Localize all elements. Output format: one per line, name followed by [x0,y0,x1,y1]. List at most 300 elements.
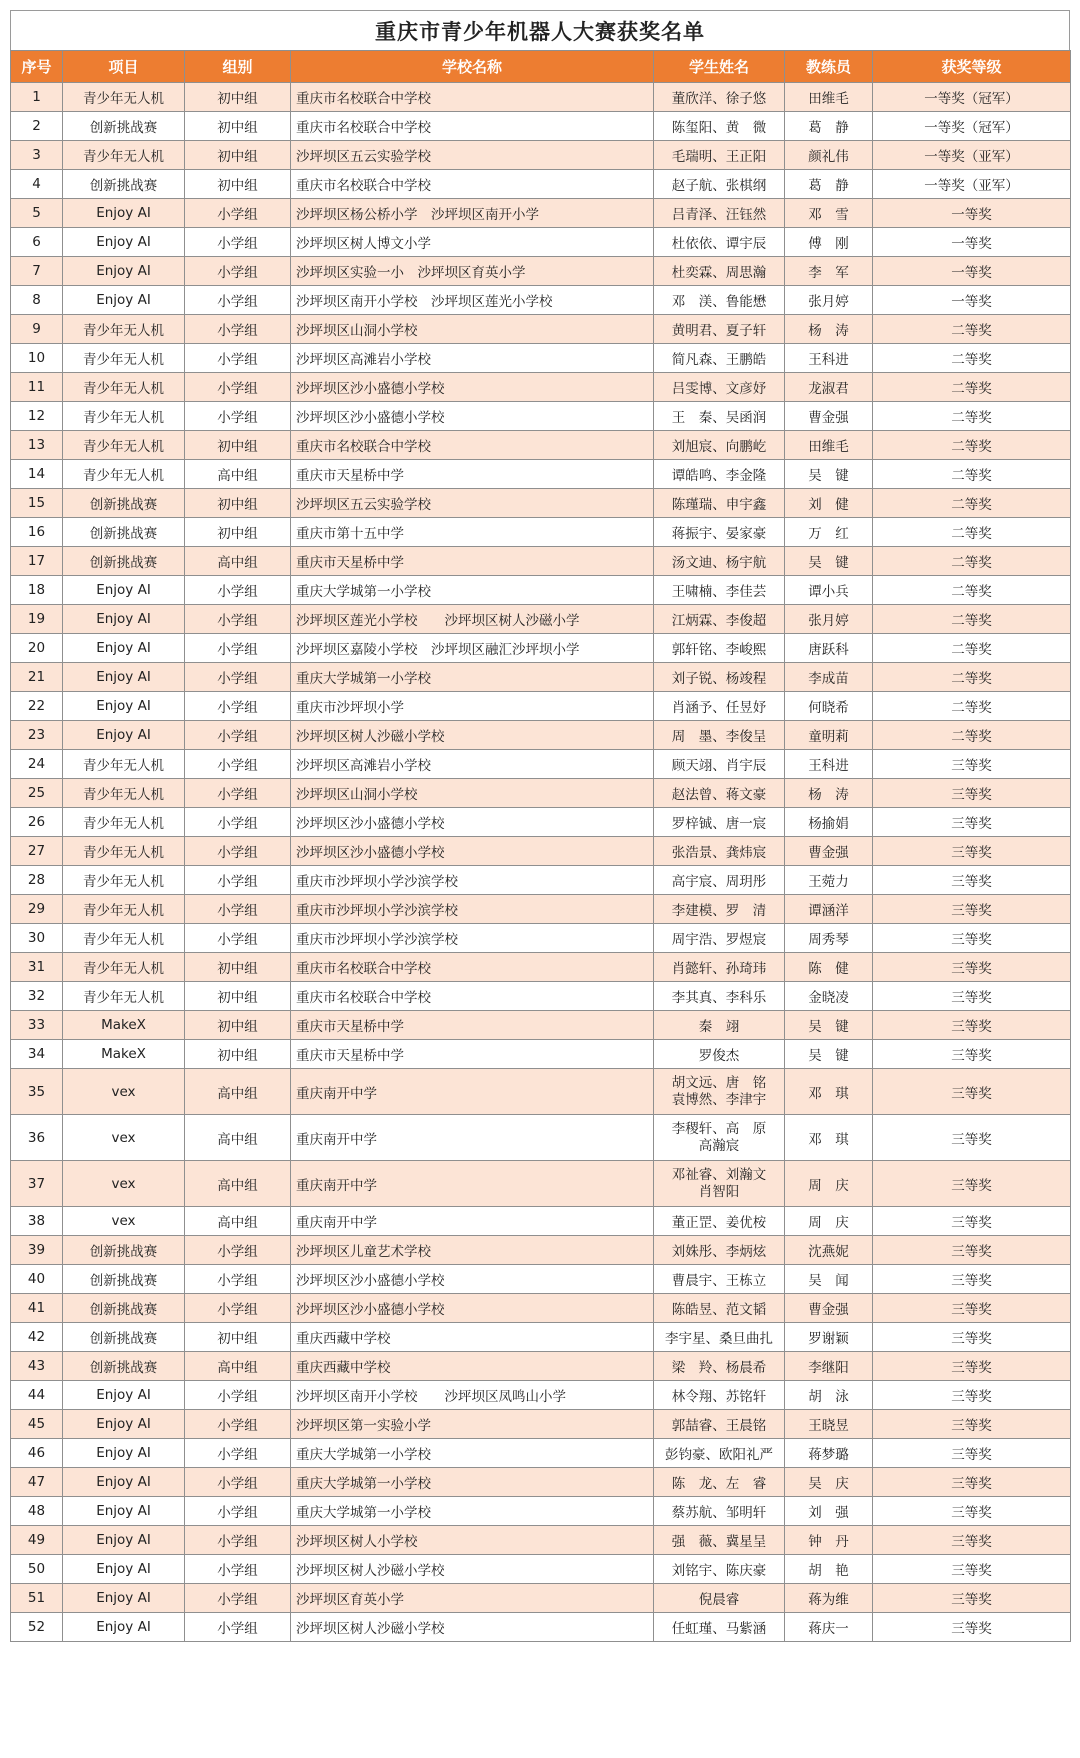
cell-school: 沙坪坝区育英小学 [291,1584,654,1613]
cell-coach: 杨 涛 [785,779,873,808]
cell-award: 三等奖 [873,837,1071,866]
cell-students: 蒋振宇、晏家豪 [654,518,785,547]
cell-no: 19 [11,605,63,634]
cell-school: 重庆大学城第一小学校 [291,1497,654,1526]
cell-coach: 王科进 [785,344,873,373]
cell-no: 31 [11,953,63,982]
cell-school: 沙坪坝区沙小盛德小学校 [291,1294,654,1323]
col-header-project: 项目 [63,51,185,83]
cell-school: 沙坪坝区五云实验学校 [291,489,654,518]
cell-project: 创新挑战赛 [63,518,185,547]
cell-project: 青少年无人机 [63,953,185,982]
cell-students: 李建模、罗 清 [654,895,785,924]
table-row [11,576,1071,605]
table-row [11,228,1071,257]
cell-school: 沙坪坝区杨公桥小学 沙坪坝区南开小学 [291,199,654,228]
cell-project: vex [63,1069,185,1115]
cell-students: 刘姝彤、李炳炫 [654,1236,785,1265]
table-row [11,1207,1071,1236]
cell-no: 4 [11,170,63,199]
cell-no: 23 [11,721,63,750]
cell-no: 40 [11,1265,63,1294]
cell-group: 初中组 [185,170,291,199]
cell-award: 一等奖（冠军） [873,83,1071,112]
cell-school: 重庆市名校联合中学校 [291,170,654,199]
cell-students: 董正罡、姜优桉 [654,1207,785,1236]
cell-award: 二等奖 [873,576,1071,605]
cell-school: 沙坪坝区第一实验小学 [291,1410,654,1439]
table-row [11,663,1071,692]
cell-award: 三等奖 [873,1069,1071,1115]
cell-students: 郭喆睿、王晨铭 [654,1410,785,1439]
cell-award: 三等奖 [873,1115,1071,1161]
cell-award: 三等奖 [873,779,1071,808]
cell-project: vex [63,1161,185,1207]
cell-coach: 胡 泳 [785,1381,873,1410]
cell-group: 小学组 [185,576,291,605]
cell-coach: 葛 静 [785,112,873,141]
title-bar [10,10,1070,50]
cell-school: 重庆市沙坪坝小学沙滨学校 [291,924,654,953]
cell-project: 创新挑战赛 [63,170,185,199]
cell-school: 重庆市天星桥中学 [291,1040,654,1069]
cell-project: Enjoy AI [63,286,185,315]
table-row [11,779,1071,808]
cell-group: 初中组 [185,141,291,170]
cell-award: 二等奖 [873,315,1071,344]
cell-coach: 龙淑君 [785,373,873,402]
col-header-coach: 教练员 [785,51,873,83]
cell-coach: 万 红 [785,518,873,547]
cell-award: 二等奖 [873,605,1071,634]
cell-coach: 吴 键 [785,1011,873,1040]
cell-school: 重庆市第十五中学 [291,518,654,547]
table-body [11,83,1071,1642]
cell-school: 重庆大学城第一小学校 [291,1468,654,1497]
cell-no: 18 [11,576,63,605]
cell-school: 重庆大学城第一小学校 [291,663,654,692]
cell-no: 1 [11,83,63,112]
table-row [11,1555,1071,1584]
table-row [11,402,1071,431]
cell-school: 沙坪坝区沙小盛德小学校 [291,402,654,431]
cell-no: 13 [11,431,63,460]
col-header-students: 学生姓名 [654,51,785,83]
cell-group: 小学组 [185,1410,291,1439]
cell-project: 青少年无人机 [63,837,185,866]
page-title: 重庆市青少年机器人大赛获奖名单 [375,18,705,44]
cell-coach: 李成苗 [785,663,873,692]
cell-no: 6 [11,228,63,257]
cell-school: 沙坪坝区树人博文小学 [291,228,654,257]
cell-school: 重庆西藏中学校 [291,1352,654,1381]
table-row [11,489,1071,518]
table-row [11,315,1071,344]
cell-students: 陈皓昱、范文韬 [654,1294,785,1323]
cell-group: 高中组 [185,1161,291,1207]
cell-award: 三等奖 [873,1207,1071,1236]
cell-coach: 曹金强 [785,402,873,431]
cell-students: 秦 翊 [654,1011,785,1040]
cell-coach: 唐跃科 [785,634,873,663]
cell-coach: 蒋为维 [785,1584,873,1613]
table-row [11,721,1071,750]
cell-no: 34 [11,1040,63,1069]
cell-students: 吕青泽、汪钰然 [654,199,785,228]
cell-award: 二等奖 [873,431,1071,460]
cell-no: 51 [11,1584,63,1613]
cell-project: 青少年无人机 [63,141,185,170]
cell-students: 曹晨宇、王栋立 [654,1265,785,1294]
cell-no: 22 [11,692,63,721]
cell-no: 33 [11,1011,63,1040]
cell-students: 高宇宸、周玥彤 [654,866,785,895]
cell-school: 沙坪坝区沙小盛德小学校 [291,808,654,837]
cell-group: 小学组 [185,779,291,808]
cell-project: 青少年无人机 [63,460,185,489]
table-row [11,866,1071,895]
cell-no: 27 [11,837,63,866]
cell-coach: 王菀力 [785,866,873,895]
cell-award: 三等奖 [873,895,1071,924]
cell-coach: 张月婷 [785,286,873,315]
cell-students: 刘子锐、杨竣程 [654,663,785,692]
table-row [11,808,1071,837]
cell-no: 49 [11,1526,63,1555]
cell-school: 沙坪坝区山洞小学校 [291,779,654,808]
cell-no: 50 [11,1555,63,1584]
cell-project: 青少年无人机 [63,344,185,373]
cell-group: 小学组 [185,924,291,953]
cell-project: Enjoy AI [63,1584,185,1613]
cell-school: 重庆市名校联合中学校 [291,83,654,112]
cell-group: 高中组 [185,1207,291,1236]
cell-school: 重庆市天星桥中学 [291,460,654,489]
cell-students: 陈 龙、左 睿 [654,1468,785,1497]
cell-award: 三等奖 [873,1439,1071,1468]
cell-project: 青少年无人机 [63,895,185,924]
cell-students: 陈瑾瑞、申宇鑫 [654,489,785,518]
cell-award: 一等奖（亚军） [873,141,1071,170]
table-row [11,1352,1071,1381]
cell-students: 周宇浩、罗煜宸 [654,924,785,953]
cell-school: 重庆市沙坪坝小学沙滨学校 [291,895,654,924]
cell-coach: 刘 健 [785,489,873,518]
cell-award: 二等奖 [873,373,1071,402]
cell-coach: 吴 键 [785,1040,873,1069]
cell-group: 初中组 [185,489,291,518]
cell-students: 董欣洋、徐子悠 [654,83,785,112]
cell-project: Enjoy AI [63,1555,185,1584]
cell-project: 青少年无人机 [63,866,185,895]
cell-students: 毛瑞明、王正阳 [654,141,785,170]
table-row [11,1526,1071,1555]
cell-award: 一等奖 [873,199,1071,228]
table-row [11,112,1071,141]
cell-project: 创新挑战赛 [63,1294,185,1323]
cell-award: 三等奖 [873,808,1071,837]
cell-award: 二等奖 [873,489,1071,518]
cell-no: 44 [11,1381,63,1410]
cell-school: 沙坪坝区沙小盛德小学校 [291,837,654,866]
table-row [11,895,1071,924]
cell-group: 初中组 [185,1040,291,1069]
cell-group: 小学组 [185,837,291,866]
cell-project: 创新挑战赛 [63,547,185,576]
cell-coach: 邓 琪 [785,1115,873,1161]
cell-award: 三等奖 [873,1468,1071,1497]
cell-project: 青少年无人机 [63,373,185,402]
cell-coach: 颜礼伟 [785,141,873,170]
cell-coach: 吴 庆 [785,1468,873,1497]
cell-students: 邓 渼、鲁能懋 [654,286,785,315]
cell-school: 重庆南开中学 [291,1115,654,1161]
cell-students: 倪晨睿 [654,1584,785,1613]
cell-students: 李其真、李科乐 [654,982,785,1011]
cell-award: 二等奖 [873,634,1071,663]
cell-students: 陈玺阳、黄 微 [654,112,785,141]
cell-award: 三等奖 [873,982,1071,1011]
cell-students: 李宇星、桑旦曲扎 [654,1323,785,1352]
cell-no: 25 [11,779,63,808]
cell-project: Enjoy AI [63,605,185,634]
cell-school: 沙坪坝区高滩岩小学校 [291,750,654,779]
cell-group: 高中组 [185,547,291,576]
table-row [11,373,1071,402]
cell-school: 重庆大学城第一小学校 [291,1439,654,1468]
cell-coach: 吴 闻 [785,1265,873,1294]
cell-award: 二等奖 [873,663,1071,692]
cell-no: 52 [11,1613,63,1642]
cell-no: 15 [11,489,63,518]
cell-students: 赵法曾、蒋文豪 [654,779,785,808]
cell-students: 杜奕霖、周思瀚 [654,257,785,286]
cell-school: 重庆市名校联合中学校 [291,982,654,1011]
cell-coach: 傅 刚 [785,228,873,257]
cell-group: 小学组 [185,605,291,634]
cell-school: 重庆南开中学 [291,1207,654,1236]
cell-group: 小学组 [185,750,291,779]
cell-group: 小学组 [185,344,291,373]
cell-no: 20 [11,634,63,663]
cell-school: 重庆南开中学 [291,1161,654,1207]
cell-no: 36 [11,1115,63,1161]
table-row [11,199,1071,228]
cell-students: 邓祉睿、刘瀚文 肖智阳 [654,1161,785,1207]
cell-project: 创新挑战赛 [63,1265,185,1294]
cell-award: 三等奖 [873,1613,1071,1642]
cell-project: Enjoy AI [63,1439,185,1468]
table-row [11,634,1071,663]
cell-group: 小学组 [185,634,291,663]
cell-award: 三等奖 [873,1265,1071,1294]
cell-group: 小学组 [185,257,291,286]
table-row [11,1265,1071,1294]
cell-group: 小学组 [185,373,291,402]
cell-award: 三等奖 [873,1011,1071,1040]
table-row [11,431,1071,460]
cell-project: Enjoy AI [63,1526,185,1555]
cell-school: 重庆西藏中学校 [291,1323,654,1352]
cell-project: Enjoy AI [63,692,185,721]
cell-group: 初中组 [185,83,291,112]
cell-students: 顾天翊、肖宇辰 [654,750,785,779]
cell-no: 32 [11,982,63,1011]
cell-project: 青少年无人机 [63,83,185,112]
cell-project: Enjoy AI [63,257,185,286]
cell-project: vex [63,1115,185,1161]
cell-school: 重庆市名校联合中学校 [291,112,654,141]
cell-project: 创新挑战赛 [63,489,185,518]
cell-award: 二等奖 [873,460,1071,489]
cell-no: 10 [11,344,63,373]
cell-no: 47 [11,1468,63,1497]
cell-award: 二等奖 [873,721,1071,750]
cell-award: 一等奖（冠军） [873,112,1071,141]
col-header-group: 组别 [185,51,291,83]
cell-students: 蔡苏航、邹明轩 [654,1497,785,1526]
table-row [11,257,1071,286]
cell-no: 3 [11,141,63,170]
cell-no: 7 [11,257,63,286]
cell-project: 创新挑战赛 [63,1236,185,1265]
cell-no: 35 [11,1069,63,1115]
cell-group: 高中组 [185,460,291,489]
cell-award: 三等奖 [873,1294,1071,1323]
cell-award: 三等奖 [873,953,1071,982]
cell-no: 39 [11,1236,63,1265]
cell-no: 2 [11,112,63,141]
cell-no: 16 [11,518,63,547]
cell-group: 初中组 [185,982,291,1011]
table-row [11,460,1071,489]
cell-group: 小学组 [185,315,291,344]
cell-coach: 沈燕妮 [785,1236,873,1265]
cell-coach: 田维毛 [785,83,873,112]
table-row [11,1613,1071,1642]
cell-coach: 吴 键 [785,547,873,576]
cell-group: 小学组 [185,1236,291,1265]
cell-group: 小学组 [185,286,291,315]
cell-school: 沙坪坝区高滩岩小学校 [291,344,654,373]
cell-coach: 童明莉 [785,721,873,750]
table-row [11,1410,1071,1439]
cell-coach: 周 庆 [785,1207,873,1236]
header-row [11,51,1071,83]
cell-award: 三等奖 [873,1584,1071,1613]
cell-group: 高中组 [185,1115,291,1161]
cell-students: 汤文迪、杨宇航 [654,547,785,576]
cell-school: 重庆南开中学 [291,1069,654,1115]
cell-no: 17 [11,547,63,576]
cell-students: 任虹瑾、马紫涵 [654,1613,785,1642]
cell-project: Enjoy AI [63,634,185,663]
cell-project: MakeX [63,1040,185,1069]
cell-project: 青少年无人机 [63,808,185,837]
cell-project: Enjoy AI [63,1497,185,1526]
table-row [11,1439,1071,1468]
cell-school: 沙坪坝区山洞小学校 [291,315,654,344]
table-row [11,1040,1071,1069]
cell-no: 12 [11,402,63,431]
cell-award: 二等奖 [873,547,1071,576]
cell-school: 沙坪坝区五云实验学校 [291,141,654,170]
table-row [11,1115,1071,1161]
cell-award: 二等奖 [873,518,1071,547]
table-row [11,1069,1071,1115]
cell-group: 小学组 [185,866,291,895]
cell-group: 小学组 [185,721,291,750]
cell-students: 罗梓铖、唐一宸 [654,808,785,837]
cell-group: 小学组 [185,1613,291,1642]
cell-students: 吕雯博、文彦妤 [654,373,785,402]
cell-project: Enjoy AI [63,199,185,228]
cell-award: 三等奖 [873,1040,1071,1069]
cell-students: 刘铭宇、陈庆豪 [654,1555,785,1584]
cell-no: 21 [11,663,63,692]
cell-project: 青少年无人机 [63,431,185,460]
cell-group: 小学组 [185,692,291,721]
cell-project: Enjoy AI [63,663,185,692]
table-row [11,605,1071,634]
cell-no: 48 [11,1497,63,1526]
cell-group: 高中组 [185,1069,291,1115]
cell-coach: 王晓昱 [785,1410,873,1439]
cell-school: 重庆市沙坪坝小学沙滨学校 [291,866,654,895]
cell-no: 42 [11,1323,63,1352]
cell-school: 沙坪坝区南开小学校 沙坪坝区凤鸣山小学 [291,1381,654,1410]
cell-project: 青少年无人机 [63,402,185,431]
cell-coach: 王科进 [785,750,873,779]
cell-project: Enjoy AI [63,228,185,257]
cell-students: 李稷轩、高 原 高瀚宸 [654,1115,785,1161]
cell-award: 三等奖 [873,1497,1071,1526]
cell-coach: 周秀琴 [785,924,873,953]
cell-group: 初中组 [185,953,291,982]
cell-project: MakeX [63,1011,185,1040]
table-row [11,1161,1071,1207]
cell-group: 小学组 [185,808,291,837]
cell-group: 小学组 [185,1294,291,1323]
cell-coach: 罗谢颖 [785,1323,873,1352]
cell-no: 28 [11,866,63,895]
cell-award: 一等奖 [873,286,1071,315]
cell-group: 小学组 [185,1439,291,1468]
cell-students: 江炳霖、李俊超 [654,605,785,634]
cell-project: Enjoy AI [63,1613,185,1642]
cell-coach: 邓 雪 [785,199,873,228]
cell-school: 沙坪坝区沙小盛德小学校 [291,373,654,402]
cell-students: 强 薇、冀星呈 [654,1526,785,1555]
table-row [11,518,1071,547]
cell-award: 一等奖 [873,257,1071,286]
table-row [11,141,1071,170]
cell-project: Enjoy AI [63,1381,185,1410]
cell-group: 初中组 [185,1011,291,1040]
cell-award: 三等奖 [873,1352,1071,1381]
cell-coach: 邓 琪 [785,1069,873,1115]
cell-no: 9 [11,315,63,344]
cell-students: 简凡森、王鹏皓 [654,344,785,373]
cell-no: 37 [11,1161,63,1207]
cell-project: 青少年无人机 [63,315,185,344]
cell-no: 38 [11,1207,63,1236]
cell-award: 三等奖 [873,1410,1071,1439]
cell-school: 沙坪坝区南开小学校 沙坪坝区莲光小学校 [291,286,654,315]
table-row [11,1381,1071,1410]
cell-group: 初中组 [185,518,291,547]
cell-school: 重庆市天星桥中学 [291,547,654,576]
